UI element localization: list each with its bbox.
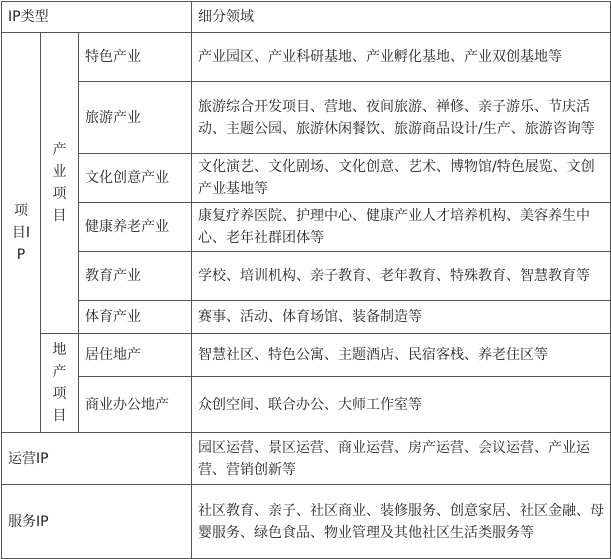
table-row	[2, 203, 611, 252]
industry-name: 特色产业	[79, 33, 192, 82]
realestate-name: 居住地产	[79, 334, 192, 377]
table-row	[2, 334, 611, 377]
table-header-row	[2, 2, 611, 33]
industry-desc: 康复疗养医院、护理中心、健康产业人才培养机构、美容养生中心、老年社群团体等	[192, 203, 611, 252]
table-row	[2, 377, 611, 433]
industry-name: 文化创意产业	[79, 154, 192, 203]
industry-name: 体育产业	[79, 301, 192, 334]
industry-name: 旅游产业	[79, 82, 192, 154]
service-ip-label: 服务IP	[2, 485, 192, 559]
realestate-project-label	[41, 334, 79, 433]
industry-desc: 文化演艺、文化剧场、文化创意、艺术、博物馆/特色展览、文创产业基地等	[192, 154, 611, 203]
realestate-project-label-text: 地产项目	[52, 342, 67, 424]
industry-name: 教育产业	[79, 252, 192, 301]
table-row	[2, 433, 611, 485]
table-row	[2, 485, 611, 559]
realestate-desc: 智慧社区、特色公寓、主题酒店、民宿客栈、养老住区等	[192, 334, 611, 377]
industry-desc: 旅游综合开发项目、营地、夜间旅游、禅修、亲子游乐、节庆活动、主题公园、旅游休闲餐饮、旅游商品设计/生产、旅游咨询等	[192, 82, 611, 154]
table-row	[2, 154, 611, 203]
industry-project-label-text: 产业项目	[52, 142, 67, 224]
realestate-name: 商业办公地产	[79, 377, 192, 433]
header-field: 细分领域	[192, 2, 611, 33]
industry-name: 健康养老产业	[79, 203, 192, 252]
operation-ip-label: 运营IP	[2, 433, 192, 485]
industry-desc: 学校、培训机构、亲子教育、老年教育、特殊教育、智慧教育等	[192, 252, 611, 301]
ip-type-table	[1, 1, 611, 559]
industry-desc: 产业园区、产业科研基地、产业孵化基地、产业双创基地等	[192, 33, 611, 82]
realestate-desc: 众创空间、联合办公、大师工作室等	[192, 377, 611, 433]
industry-project-label	[41, 33, 79, 334]
operation-ip-desc: 园区运营、景区运营、商业运营、房产运营、会议运营、产业运营、营销创新等	[192, 433, 611, 485]
project-ip-label	[2, 33, 41, 433]
service-ip-desc: 社区教育、亲子、社区商业、装修服务、创意家居、社区金融、母婴服务、绿色食品、物业管理及其他社区生活类服务等	[192, 485, 611, 559]
table-row	[2, 82, 611, 154]
industry-desc: 赛事、活动、体育场馆、装备制造等	[192, 301, 611, 334]
table-row	[2, 252, 611, 301]
header-ip-type: IP类型	[2, 2, 192, 33]
project-ip-label-text: 项目IP	[11, 202, 31, 263]
table-row	[2, 301, 611, 334]
table-row	[2, 33, 611, 82]
